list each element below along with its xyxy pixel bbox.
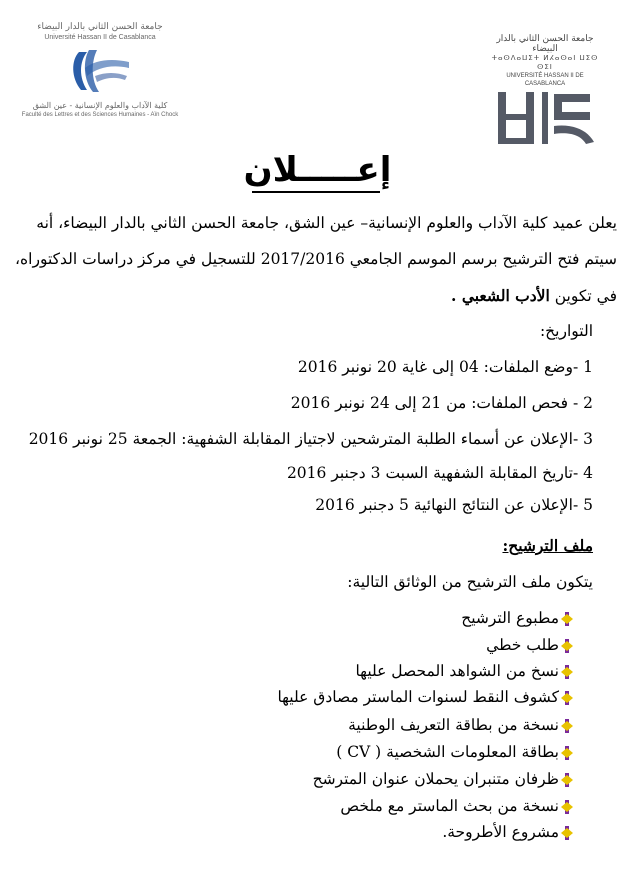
document-item-label: ظرفان متنبران يحملان عنوان المترشح [312, 770, 559, 788]
intro-line-2: سيتم فتح الترشيح برسم الموسم الجامعي 2017/2016 للتسجيل في مركز دراسات الدكتوراه، [15, 250, 617, 268]
uh2c-emblem-icon [490, 88, 600, 148]
file-heading: ملف الترشيح: [502, 536, 593, 555]
title-text: إعـــــلان [243, 150, 392, 190]
arrow-bullet-icon [561, 639, 573, 653]
arrow-bullet-icon [561, 612, 573, 626]
date-item-2: 2 - فحص الملفات: من 21 إلى 24 نونبر 2016 [290, 394, 593, 412]
document-item-label: نسخة من بطاقة التعريف الوطنية [348, 716, 559, 734]
logo-right-english-name: UNIVERSITÉ HASSAN II DE CASABLANCA [506, 73, 584, 87]
faculty-emblem-icon [65, 46, 135, 96]
university-logo [486, 34, 604, 124]
date-item-3: 3 -الإعلان عن أسماء الطلبة المترشحين لاجتياز المقابلة الشفهية: الجمعة 25 نونبر 2016 [28, 430, 593, 448]
document-item [486, 636, 573, 654]
date-item-1: 1 -وضع الملفات: 04 إلى غاية 20 نونبر 2016 [297, 358, 593, 376]
arrow-bullet-icon [561, 800, 573, 814]
document-item [461, 609, 573, 627]
document-item-label: كشوف النقط لسنوات الماستر مصادق عليها [277, 688, 559, 706]
intro-line-3 [451, 286, 617, 305]
document-item-label: نسخ من الشواهد المحصل عليها [355, 662, 559, 680]
logo-right-arabic-name: جامعة الحسن الثاني بالدار البيضاء [496, 34, 594, 54]
program-name: الأدب الشعبي . [451, 286, 550, 305]
document-item [348, 716, 573, 734]
date-item-4: 4 -تاريخ المقابلة الشفهية السبت 3 دجنبر 2016 [286, 464, 593, 482]
arrow-bullet-icon [561, 719, 573, 733]
document-item-label: مطبوع الترشيح [461, 609, 559, 627]
document-item [313, 770, 573, 788]
intro-line-1: يعلن عميد كلية الآداب والعلوم الإنسانية– عين الشق، جامعة الحسن الثاني بالدار البيضاء، أنه [36, 214, 617, 232]
arrow-bullet-icon [561, 691, 573, 705]
arrow-bullet-icon [561, 826, 573, 840]
logo-left-english-name: Université Hassan II de Casablanca [44, 34, 156, 41]
intro-line-3-prefix: في تكوين [549, 287, 617, 305]
document-item-label: نسخة من بحث الماستر مع ملخص [340, 797, 559, 815]
file-intro: يتكون ملف الترشيح من الوثائق التالية: [347, 573, 593, 591]
date-item-5: 5 -الإعلان عن النتائج النهائية 5 دجنبر 2016 [315, 496, 593, 514]
logo-left-arabic-name: جامعة الحسن الثاني بالدار البيضاء [37, 22, 163, 32]
document-item [442, 823, 573, 841]
arrow-bullet-icon [561, 665, 573, 679]
logo-left-faculty-fr: Faculté des Lettres et des Sciences Humaines - Aïn Chock [21, 112, 179, 118]
logo-left-faculty-ar: كلية الآداب والعلوم الإنسانية - عين الشق [32, 101, 168, 110]
dates-heading: التواريخ: [539, 322, 593, 340]
title-kashida-bar [252, 191, 380, 193]
document-item-label: طلب خطي [486, 636, 559, 654]
arrow-bullet-icon [561, 773, 573, 787]
document-item-label: بطاقة المعلومات الشخصية ( CV ) [336, 743, 559, 761]
document-item [277, 688, 573, 706]
document-item [336, 743, 573, 761]
faculty-logo [20, 22, 180, 132]
document-item-label: مشروع الأطروحة. [442, 823, 559, 841]
announcement-title [0, 150, 635, 190]
arrow-bullet-icon [561, 746, 573, 760]
document-item [355, 662, 573, 680]
logo-right-tifinagh: ⵜⴰⵙⴷⴰⵡⵉⵜ ⵍⵃⴰⵙⴰⵏ ⵡⵉⵙ ⵙⵉⵏ [491, 54, 599, 71]
document-item [340, 797, 573, 815]
